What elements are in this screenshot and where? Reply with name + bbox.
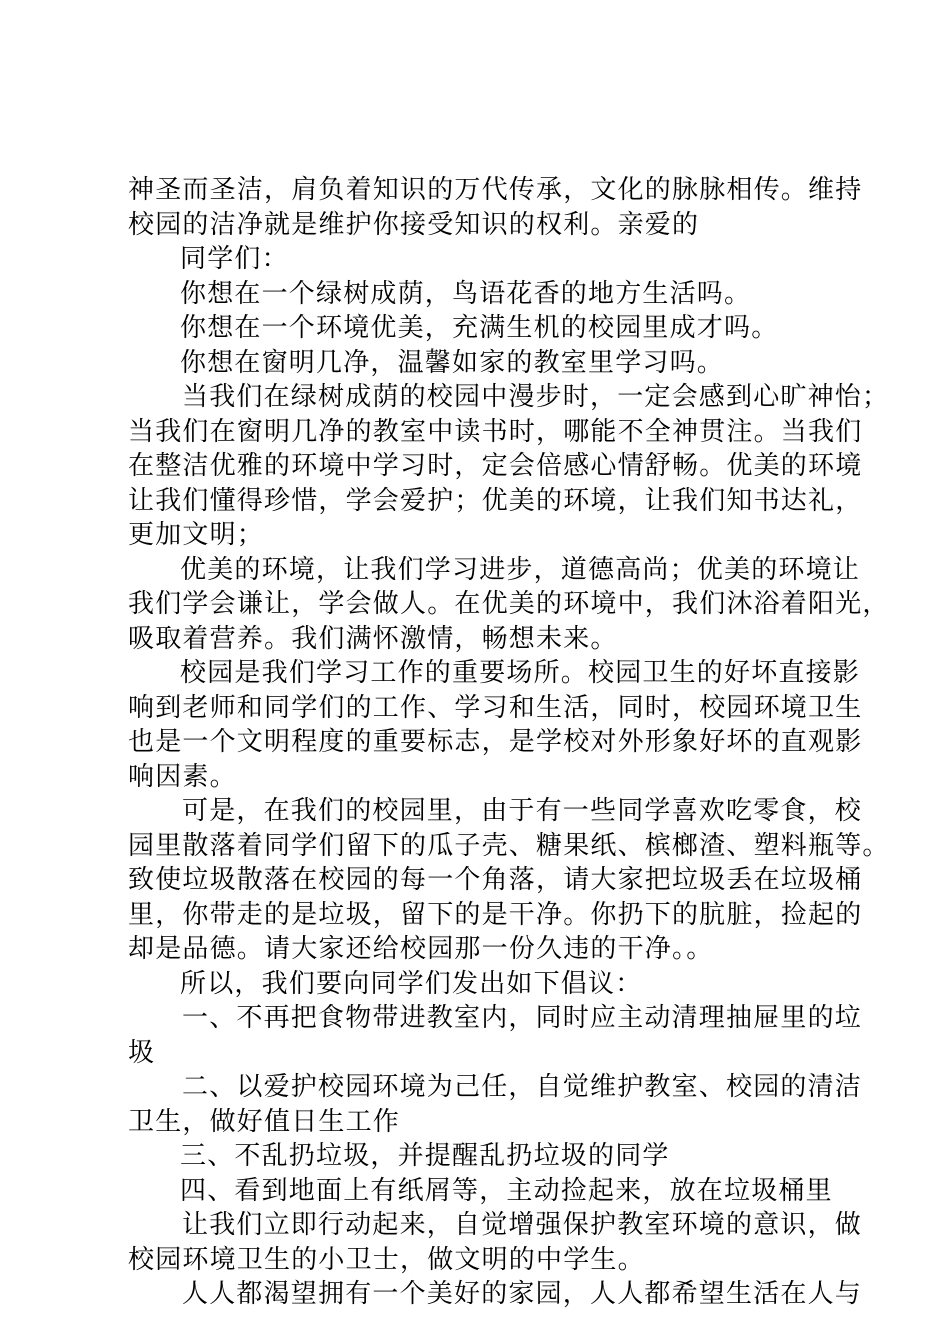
paragraph-line: 同学们： (180, 244, 289, 274)
paragraph-line: 一、不再把食物带进教室内，同时应主动清理抽屉里的垃 (182, 1003, 863, 1033)
paragraph-line: 却是品德。请大家还给校园那一份久违的干净。。 (128, 934, 714, 964)
paragraph-line: 神圣而圣洁，肩负着知识的万代传承，文化的脉脉相传。维持 (128, 175, 863, 205)
paragraph-line: 所以，我们要向同学们发出如下倡议： (180, 968, 643, 999)
paragraph-line: 你想在一个绿树成荫，鸟语花香的地方生活吗。 (180, 278, 752, 309)
paragraph-line: 里，你带走的是垃圾，留下的是干净。你扔下的肮脏，捡起的 (128, 899, 863, 930)
paragraph-line: 人人都渴望拥有一个美好的家园，人人都希望生活在人与 (182, 1279, 863, 1309)
paragraph-line: 园里散落着同学们留下的瓜子壳、糖果纸、槟榔渣、塑料瓶等。 (128, 830, 890, 861)
paragraph-line: 三、不乱扔垃圾，并提醒乱扔垃圾的同学 (180, 1141, 670, 1171)
paragraph-line: 你想在一个环境优美，充满生机的校园里成才吗。 (180, 313, 779, 343)
document-body (128, 173, 890, 1312)
paragraph-line: 让我们立即行动起来，自觉增强保护教室环境的意识，做 (182, 1210, 863, 1240)
paragraph-line: 可是，在我们的校园里，由于有一些同学喜欢吃零食，校 (182, 796, 863, 826)
paragraph-line: 你想在窗明几净，温馨如家的教室里学习吗。 (180, 347, 725, 378)
paragraph-line: 响因素。 (128, 761, 237, 792)
paragraph-line: 当我们在窗明几净的教室中读书时，哪能不全神贯注。当我们 (128, 416, 863, 447)
paragraph-line: 校园是我们学习工作的重要场所。校园卫生的好坏直接影 (180, 658, 861, 688)
paragraph-line: 吸取着营养。我们满怀激情，畅想未来。 (128, 623, 618, 654)
paragraph-line: 更加文明； (128, 520, 265, 550)
paragraph-line: 卫生，做好值日生工作 (128, 1106, 401, 1137)
paragraph-line: 校园环境卫生的小卫士，做文明的中学生。 (128, 1244, 645, 1275)
paragraph-line: 校园的洁净就是维护你接受知识的权利。亲爱的 (128, 209, 700, 240)
paragraph-line: 四、看到地面上有纸屑等，主动捡起来，放在垃圾桶里 (180, 1175, 833, 1206)
paragraph-line: 圾 (128, 1037, 156, 1068)
paragraph-line: 也是一个文明程度的重要标志，是学校对外形象好坏的直观影 (128, 727, 863, 757)
paragraph-line: 让我们懂得珍惜，学会爱护；优美的环境，让我们知书达礼， (128, 485, 863, 516)
paragraph-line: 致使垃圾散落在校园的每一个角落，请大家把垃圾丢在垃圾桶 (128, 865, 863, 895)
paragraph-line: 当我们在绿树成荫的校园中漫步时，一定会感到心旷神怡； (182, 382, 890, 412)
paragraph-line: 我们学会谦让，学会做人。在优美的环境中，我们沐浴着阳光， (128, 589, 890, 619)
paragraph-line: 在整洁优雅的环境中学习时，定会倍感心情舒畅。优美的环境 (128, 451, 863, 481)
paragraph-line: 响到老师和同学们的工作、学习和生活，同时，校园环境卫生 (128, 692, 863, 723)
paragraph-line: 二、以爱护校园环境为己任，自觉维护教室、校园的清洁 (182, 1072, 863, 1102)
paragraph-line: 优美的环境，让我们学习进步，道德高尚；优美的环境让 (180, 554, 861, 585)
